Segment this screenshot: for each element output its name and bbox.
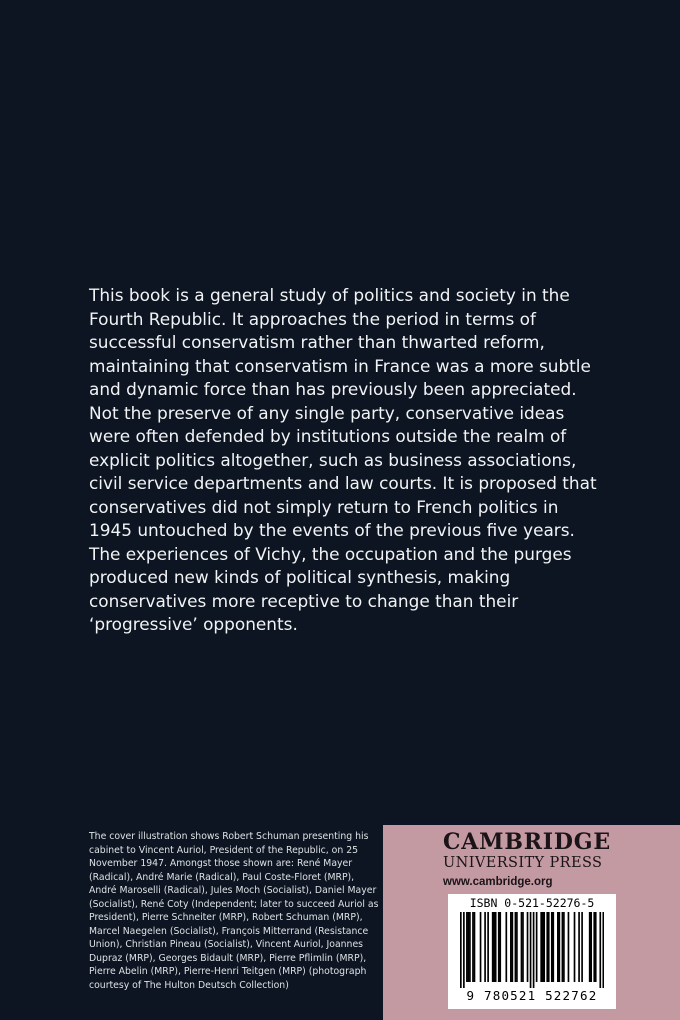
- barcode-bar: [487, 912, 489, 982]
- barcode-bar: [590, 912, 592, 982]
- barcode-bar: [589, 912, 591, 982]
- barcode-bar: [559, 912, 561, 982]
- barcode-bar: [492, 912, 494, 982]
- ean-digits: 9 780521 522762: [466, 988, 598, 1003]
- barcode-bar: [557, 912, 559, 982]
- barcode-bar: [510, 912, 512, 982]
- barcode-bar: [551, 912, 553, 982]
- barcode-bar: [599, 912, 601, 988]
- barcode-bar: [568, 912, 570, 982]
- barcode-bar: [595, 912, 597, 982]
- barcode-bar: [469, 912, 471, 982]
- barcode-bar: [602, 912, 604, 988]
- barcode-bar: [512, 912, 514, 982]
- barcode-bar: [466, 912, 468, 982]
- barcode-bar: [540, 912, 542, 982]
- publisher-website: www.cambridge.org: [443, 876, 553, 888]
- barcode-bar: [593, 912, 595, 982]
- barcode-bar: [578, 912, 580, 982]
- barcode-bar: [521, 912, 523, 982]
- barcode-bars: [460, 912, 604, 988]
- isbn-barcode-box: [448, 894, 616, 1009]
- barcode-bar: [498, 912, 500, 982]
- barcode-bar: [543, 912, 545, 982]
- barcode-bar: [536, 912, 538, 982]
- barcode-bar: [484, 912, 486, 982]
- barcode-bar: [460, 912, 462, 988]
- barcode-bar: [472, 912, 474, 982]
- back-cover-blurb: This book is a general study of politics and society in the Fourth Republic. It approaches the period in terms of successful conservatism rather than thwarted reform, maintaining that conservatism in France was a more subtle and dynamic force than has previously been appreciated. Not the preserve of any single party, conservative ideas were often defended by institutions outside the realm of explicit politics altogether, such as business associations, civil service departments and law courts. It is proposed that conservatives did not simply return to French politics in 1945 untouched by the events of the previous five years. The experiences of Vichy, the occupation and the purges produced new kinds of political synthesis, making conservatives more receptive to change than their ‘progressive’ opponents.: [89, 285, 597, 634]
- barcode-bar: [530, 912, 532, 988]
- publisher-subtitle: UNIVERSITY PRESS: [443, 855, 603, 871]
- barcode-bar: [563, 912, 565, 982]
- barcode-bar: [463, 912, 465, 988]
- barcode-bar: [468, 912, 470, 982]
- barcode-bar: [546, 912, 548, 982]
- barcode-bar: [522, 912, 524, 982]
- publisher-panel: [383, 825, 680, 1020]
- barcode-bar: [480, 912, 482, 982]
- barcode-bar: [515, 912, 517, 982]
- publisher-name: CAMBRIDGE: [443, 829, 611, 855]
- barcode-bar: [499, 912, 501, 982]
- barcode-bar: [505, 912, 507, 982]
- barcode-bar: [581, 912, 583, 982]
- barcode-bar: [562, 912, 564, 982]
- cover-illustration-credit: The cover illustration shows Robert Schuman presenting his cabinet to Vincent Auriol, President of the Republic, on 25 November 1947. Amongst those shown are: René Mayer (Radical), André Marie (Radical), Paul Coste-Floret (MRP), André Maroselli (Radical), Jules Moch (Socialist), Daniel Mayer (Socialist), René Coty (Independent; later to succeed Auriol as President), Pierre Schneiter (MRP), Robert Schuman (MRP), Marcel Naegelen (Socialist), François Mitterrand (Resistance Union), Christian Pineau (Socialist), Vincent Auriol, Joannes Dupraz (MRP), Georges Bidault (MRP), Pierre Pflimlin (MRP), Pierre Abelin (MRP), Pierre-Henri Teitgen (MRP) (photograph courtesy of The Hulton Deutsch Collection): [89, 831, 379, 991]
- barcode-bar: [548, 912, 550, 982]
- isbn-label: ISBN 0-521-52276-5: [469, 896, 595, 910]
- barcode-bar: [493, 912, 495, 982]
- barcode-bar: [574, 912, 576, 982]
- barcode-bar: [474, 912, 476, 982]
- barcode-bar: [552, 912, 554, 982]
- barcode-bar: [542, 912, 544, 982]
- barcode-bar: [527, 912, 529, 982]
- barcode-bar: [495, 912, 497, 982]
- barcode-bar: [516, 912, 518, 982]
- barcode-bar: [533, 912, 535, 988]
